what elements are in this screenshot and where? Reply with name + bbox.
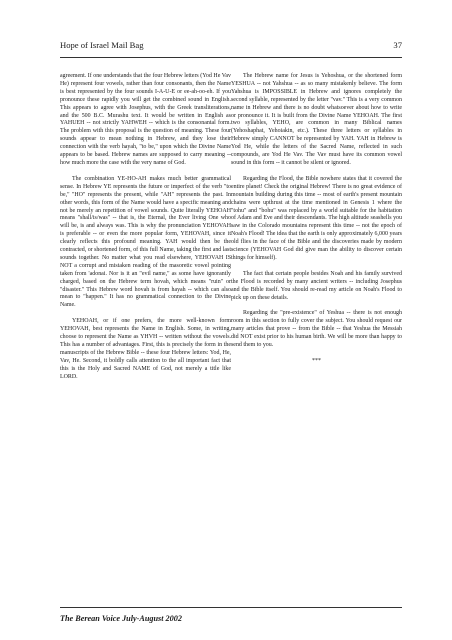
- right-paragraph-4: Regarding the "pre-existence" of Yeshua -- there is not enough room in this section to fully cover the subject. You should request our many articles that prove -- from the Bible -- that Yeshua the Messiah did NOT exist prior to his human birth. We will be more than happy to send them to you.: [231, 310, 402, 349]
- section-separator: ***: [312, 358, 321, 364]
- footer-rule: [60, 607, 402, 608]
- left-paragraph-3: YEHOAH, or if one prefers, the more well-known form YEHOVAH, best represents the Name in English. Some, in writing, choose to represent the Name as YHVH -- written without the vowels. This has a number of advantages. First, this is precisely the form in the manuscripts of the Hebrew Bible -- these four Hebrew letters: Yod, He, Vav, He. Second, it boldly calls attention to the all important fact that this is the Holy and Sacred NAME of God, not merely a title like LORD.: [60, 318, 231, 380]
- left-paragraph-1: agreement. If one understands that the four Hebrew letters (Yod He Vav He) represent four vowels, rather than four consonants, then the Name is best represented by the four sounds I-A-U-E or ee-ah-oo-eh. If you pronounce these rapidly you will get the combined sound in English. This appears to agree with Josephus, with the Greek transliterations, and the 500 B.C. Murashu text. It would be written in English as YAHUEH -- not strictly YAHWEH -- which is the consonantal form. The problem with this proposal is the question of meaning. These four sounds appear to mean nothing in Hebrew, and they lose their connection with the verb hayah, "to be," upon which the Divine Name appears to be based. Hebrew names are supposed to carry meaning -- how much more the case with the very name of God.: [60, 73, 231, 166]
- page-number: 37: [393, 40, 402, 50]
- right-paragraph-1: The Hebrew name for Jesus is Yehoshua, or the shortened form YESHUA -- not Yahshua -- as so many mistakenly believe. The form Yahshua is IMPOSSIBLE in Hebrew and ignores completely the second syllable, represented by the letter "vav." This is a very common name in Hebrew and there is no doubt whatsoever about how to write or pronounce it. It is built from the Divine Name YEHOAH. The first two syllables, YEHO, are common in many Biblical names (Yehoshaphat, Yehoiakin, etc.). These three letters or syllables in Hebrew simply CANNOT be represented by YAH. YAH in Hebrew is Yod He, while the letters of the Sacred Name, reflected in such compounds, are Yod He Vav. The Vav must have its common vowel sound in this form -- it cannot be silent or ignored.: [231, 73, 402, 166]
- header-rule: [60, 57, 402, 58]
- right-paragraph-3: The fact that certain people besides Noah and his family survived the Flood is recorded by many ancient writers -- including Josephus and the Bible itself. You should re-read my article on Noah's Flood to pick up on these details.: [231, 270, 402, 301]
- running-title: Hope of Israel Mail Bag: [60, 40, 144, 50]
- page-header: [60, 40, 402, 54]
- right-column: [231, 73, 402, 374]
- publication-footer: The Berean Voice July-August 2002: [60, 614, 182, 623]
- left-paragraph-2: The combination YE-HO-AH makes much better grammatical sense. In Hebrew YE represents the future or imperfect of the verb "to be," "HO" represents the present, while "AH" represents the past. In other words, this form of the Name would have a specific meaning and not be merely an repetition of vowel sounds. Quite literally YEHOAH means "shall/is/was" -- that is, the Eternal, the Ever living One who will be, is and always was. This is why the pronunciation YEHOVAH is preferable -- or even the more popular form, YEHOVAH, since it clearly reflects this profound meaning. YAH would then be the contracted, or shortened form, of this full Name, taking the first and last sounds together. No matter what you read elsewhere, YEHOVAH IS NOT a corrupt and mistaken reading of the masoretic vowel pointing taken from 'adonai. Nor is it an "evil name," as some have ignorantly charged, based on the Hebrew term hovah, which means "ruin" or "disaster." This Hebrew word hovah is from hayah -- which can also mean to "happen." It has no grammatical connection to the Divine Name.: [60, 175, 231, 309]
- right-paragraph-2: Regarding the Flood, the Bible nowhere states that it covered the entire planet! Check the original Hebrew! There is no great evidence of mountain building during this time -- most of earth's present mountain chains were upthrust at the time mentioned in Genesis 1 where the "tohu" and "bohu" was replaced by a world suitable for the habitation of Adam and Eve and their descendants. The high altitude seashells you saw in the Colorado mountains represent this time -- not the epoch of Noah's Flood! The idea that the earth is only approximately 6,000 years old flies in the face of the Bible and the discoveries made by modern science (YEHOVAH God did give man the ability to discover certain things for himself).: [231, 175, 402, 261]
- left-column: [60, 73, 231, 390]
